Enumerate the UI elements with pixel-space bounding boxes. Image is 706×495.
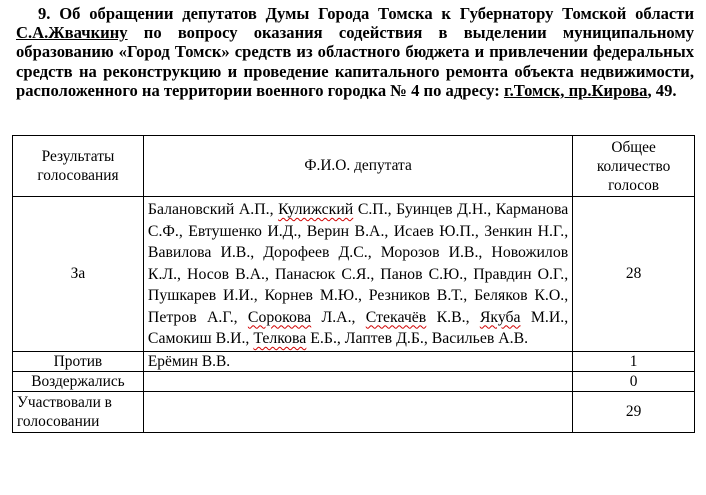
heading-text-end: , 49. xyxy=(647,80,677,100)
table-row-participated xyxy=(13,391,695,432)
table-row-for xyxy=(13,197,695,352)
header-deputy-names: Ф.И.О. депутата xyxy=(143,136,572,197)
abstained-deputies xyxy=(143,371,572,391)
participated-label: Участвовали в голосовании xyxy=(13,391,144,432)
heading-text-before: Об обращении депутатов Думы Города Томска к Губернатору Томской области xyxy=(59,4,695,23)
header-total-votes: Общее количество голосов xyxy=(573,136,695,197)
participated-count: 29 xyxy=(573,391,695,432)
item-number: 9. xyxy=(38,4,51,23)
abstained-label: Воздержались xyxy=(13,371,144,391)
for-label: За xyxy=(13,197,144,352)
header-voting-results: Результаты голосования xyxy=(13,136,144,197)
against-label: Против xyxy=(13,351,144,371)
table-header-row xyxy=(13,136,695,197)
heading-text-middle: по вопросу оказания содействия в выделении муниципальному образованию «Город Томск» средств из областного бюджета и привлечении федеральных средств на реконструкцию и проведение капитального ремонта объекта недвижимости, расположенного на территории военного городка № 4 по адресу: xyxy=(16,23,694,100)
table-row-against xyxy=(13,351,695,371)
voting-results-table xyxy=(12,135,695,433)
against-count: 1 xyxy=(573,351,695,371)
spellcheck-word: Якуба xyxy=(479,308,521,326)
abstained-count: 0 xyxy=(573,371,695,391)
governor-name: С.А.Жвачкину xyxy=(16,23,128,43)
spellcheck-word: Кулижский xyxy=(278,201,354,218)
spellcheck-word: Сорокова xyxy=(247,308,312,326)
for-count: 28 xyxy=(573,197,695,352)
for-deputies-list: Балановский А.П., Кулижский С.П., Буинцев Д.Н., Карманова С.Ф., Евтушенко И.Д., Верин В.А., Исаев Ю.П., Зенкин Н.Г., Вавилова И.В., Дорофеев Д.С., Морозов И.В., Новожилов К.Л., Носов В.А., Панасюк С.Я., Панов С.Ю., Правдин О.Г., Пушкарев И.И., Корнев М.Ю., Резников В.Т., Беляков К.О., Петров А.Г., Сорокова Л.А., Стекачёв К.В., Якуба М.И., Самокиш В.И., Телкова Е.Б., Лаптев Д.Б., Васильев А.В. xyxy=(143,197,572,352)
address: г.Томск, пр.Кирова xyxy=(503,80,648,100)
table-row-abstained xyxy=(13,371,695,391)
against-deputies: Ерёмин В.В. xyxy=(143,351,572,371)
spellcheck-word: Телкова xyxy=(253,330,307,347)
participated-deputies xyxy=(143,391,572,432)
spellcheck-word: Стекачёв xyxy=(365,308,427,326)
agenda-item-heading xyxy=(16,4,694,100)
